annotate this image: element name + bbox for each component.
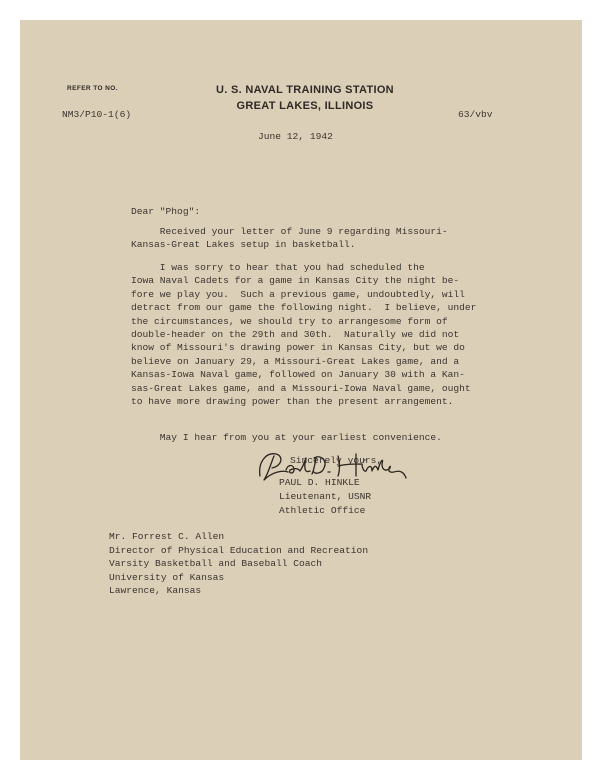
salutation: Dear "Phog": xyxy=(131,206,201,217)
recipient-line: Mr. Forrest C. Allen xyxy=(109,531,225,542)
body-paragraph-3: May I hear from you at your earliest convenience. xyxy=(131,432,442,443)
recipient-address xyxy=(109,530,368,598)
refer-to-label: REFER TO NO. xyxy=(67,85,118,92)
letter-date: June 12, 1942 xyxy=(258,131,333,142)
reference-number: NM3/P10-1(6) xyxy=(62,109,132,120)
recipient-line: University of Kansas xyxy=(109,571,225,583)
signer-name: PAUL D. HINKLE xyxy=(279,477,360,488)
closing: Sincerely yours, xyxy=(290,455,383,466)
recipient-line: Director of Physical Education and Recreation xyxy=(109,544,369,556)
letterhead-line-1: U. S. NAVAL TRAINING STATION xyxy=(216,84,394,96)
typist-initials: 63/vbv xyxy=(458,109,493,120)
body-paragraph-1: Received your letter of June 9 regarding Missouri- Kansas-Great Lakes setup in basketball. xyxy=(131,226,448,251)
recipient-line: Lawrence, Kansas xyxy=(109,585,202,597)
body-paragraph-2: I was sorry to hear that you had scheduled the Iowa Naval Cadets for a game in Kansas City the night be- fore we play you. Such a previous game, undoubtedly, will detract from our game the following night. I believe, under the circumstances, we should try to arrangesome form of double-header on the 29th and 30th. Naturally we did not know of Missouri's drawing power in Kansas City, but we do believe on January 29, a Missouri-Great Lakes game, and a Kansas-Iowa Naval game, followed on January 30 with a Kan- sas-Great Lakes game, and a Missouri-Iowa Naval game, ought to have more drawing power than the present arrangement. xyxy=(131,262,477,408)
signer-rank: Lieutenant, USNR xyxy=(279,491,372,502)
signer-office: Athletic Office xyxy=(279,505,366,516)
letterhead-line-2: GREAT LAKES, ILLINOIS xyxy=(236,100,374,112)
recipient-line: Varsity Basketball and Baseball Coach xyxy=(109,558,323,570)
